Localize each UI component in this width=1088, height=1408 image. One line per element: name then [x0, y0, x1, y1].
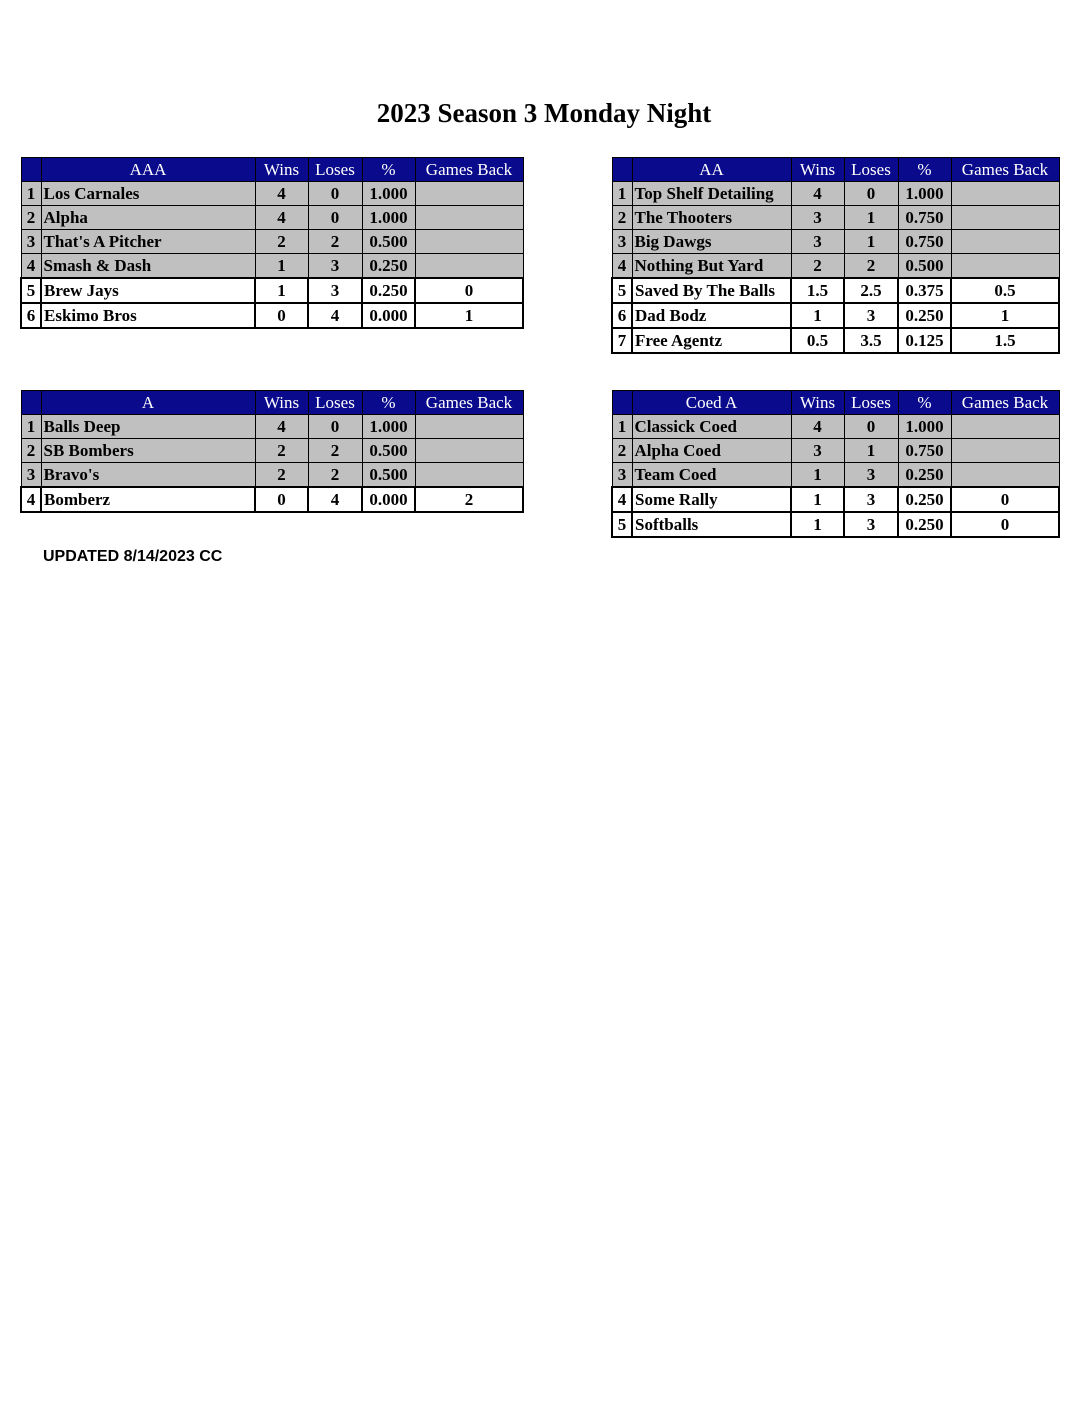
loses-cell: 3	[844, 512, 898, 537]
rank-cell: 2	[612, 439, 632, 463]
team-cell: Alpha	[41, 206, 255, 230]
table-row	[21, 487, 523, 512]
loses-cell: 3	[308, 278, 362, 303]
wins-header: Wins	[255, 391, 308, 415]
rank-cell: 5	[21, 278, 41, 303]
wins-header: Wins	[791, 158, 844, 182]
games-back-cell: 1	[415, 303, 523, 328]
wins-cell: 4	[791, 415, 844, 439]
table-row	[612, 303, 1059, 328]
loses-cell: 4	[308, 303, 362, 328]
pct-cell: 0.250	[898, 303, 951, 328]
table-row	[21, 254, 523, 279]
table-row	[612, 415, 1059, 439]
rank-cell: 3	[21, 230, 41, 254]
team-cell: Eskimo Bros	[41, 303, 255, 328]
games-back-cell	[415, 182, 523, 206]
header-row	[612, 158, 1059, 182]
loses-cell: 3	[308, 254, 362, 279]
header-row	[21, 391, 523, 415]
games-back-header: Games Back	[415, 391, 523, 415]
games-back-cell: 0.5	[951, 278, 1059, 303]
wins-cell: 0	[255, 487, 308, 512]
rank-cell: 7	[612, 328, 632, 353]
loses-cell: 0	[844, 415, 898, 439]
pct-cell: 1.000	[362, 182, 415, 206]
pct-cell: 0.750	[898, 206, 951, 230]
loses-cell: 3	[844, 487, 898, 512]
games-back-cell	[951, 463, 1059, 488]
loses-cell: 1	[844, 206, 898, 230]
loses-header: Loses	[844, 391, 898, 415]
table-row	[21, 463, 523, 488]
loses-cell: 2.5	[844, 278, 898, 303]
rank-cell: 6	[21, 303, 41, 328]
wins-header: Wins	[255, 158, 308, 182]
team-cell: Nothing But Yard	[632, 254, 791, 279]
games-back-cell: 1.5	[951, 328, 1059, 353]
games-back-cell	[951, 206, 1059, 230]
rank-cell: 5	[612, 512, 632, 537]
loses-cell: 0	[308, 415, 362, 439]
games-back-cell	[951, 254, 1059, 279]
loses-cell: 0	[308, 182, 362, 206]
loses-cell: 0	[308, 206, 362, 230]
wins-cell: 4	[791, 182, 844, 206]
rank-cell: 3	[21, 463, 41, 488]
rank-cell: 1	[612, 415, 632, 439]
wins-cell: 1	[791, 463, 844, 488]
loses-cell: 3	[844, 303, 898, 328]
table-row	[612, 230, 1059, 254]
pct-cell: 0.000	[362, 487, 415, 512]
rank-cell: 3	[612, 463, 632, 488]
pct-cell: 0.250	[898, 463, 951, 488]
rank-cell: 4	[21, 487, 41, 512]
wins-cell: 1	[791, 303, 844, 328]
wins-cell: 0	[255, 303, 308, 328]
games-back-cell	[951, 415, 1059, 439]
team-cell: The Thooters	[632, 206, 791, 230]
table-row	[21, 182, 523, 206]
division-name: A	[41, 391, 255, 415]
pct-cell: 0.500	[362, 439, 415, 463]
games-back-cell	[415, 230, 523, 254]
rank-cell: 2	[21, 206, 41, 230]
table-row	[21, 439, 523, 463]
pct-cell: 0.750	[898, 230, 951, 254]
games-back-cell	[951, 182, 1059, 206]
table-row	[21, 206, 523, 230]
loses-header: Loses	[308, 391, 362, 415]
loses-cell: 0	[844, 182, 898, 206]
wins-cell: 4	[255, 182, 308, 206]
games-back-cell	[415, 415, 523, 439]
pct-header: %	[362, 158, 415, 182]
loses-cell: 4	[308, 487, 362, 512]
division-name: AA	[632, 158, 791, 182]
wins-cell: 1	[791, 512, 844, 537]
wins-cell: 1	[255, 254, 308, 279]
team-cell: Classick Coed	[632, 415, 791, 439]
games-back-cell	[415, 206, 523, 230]
team-cell: SB Bombers	[41, 439, 255, 463]
pct-header: %	[362, 391, 415, 415]
updated-note: UPDATED 8/14/2023 CC	[43, 548, 223, 565]
games-back-header: Games Back	[951, 391, 1059, 415]
team-cell: Alpha Coed	[632, 439, 791, 463]
pct-cell: 0.250	[898, 487, 951, 512]
games-back-header: Games Back	[951, 158, 1059, 182]
table-row	[612, 182, 1059, 206]
rank-cell: 4	[612, 487, 632, 512]
rank-cell: 4	[612, 254, 632, 279]
team-cell: Balls Deep	[41, 415, 255, 439]
wins-cell: 4	[255, 206, 308, 230]
team-cell: Smash & Dash	[41, 254, 255, 279]
loses-cell: 1	[844, 439, 898, 463]
rank-header	[21, 391, 41, 415]
rank-cell: 1	[21, 415, 41, 439]
table-row	[21, 303, 523, 328]
standings-table-coed-a	[611, 390, 1060, 538]
loses-cell: 3.5	[844, 328, 898, 353]
games-back-cell	[415, 463, 523, 488]
pct-cell: 0.000	[362, 303, 415, 328]
pct-cell: 1.000	[898, 182, 951, 206]
rank-cell: 5	[612, 278, 632, 303]
standings-table-a	[20, 390, 524, 513]
loses-header: Loses	[844, 158, 898, 182]
games-back-cell	[951, 439, 1059, 463]
pct-cell: 0.375	[898, 278, 951, 303]
team-cell: Free Agentz	[632, 328, 791, 353]
games-back-cell: 0	[415, 278, 523, 303]
games-back-cell: 2	[415, 487, 523, 512]
pct-cell: 0.250	[898, 512, 951, 537]
team-cell: Brew Jays	[41, 278, 255, 303]
wins-header: Wins	[791, 391, 844, 415]
wins-cell: 4	[255, 415, 308, 439]
pct-cell: 0.500	[898, 254, 951, 279]
team-cell: Bomberz	[41, 487, 255, 512]
pct-cell: 1.000	[898, 415, 951, 439]
games-back-cell: 0	[951, 487, 1059, 512]
pct-cell: 1.000	[362, 415, 415, 439]
wins-cell: 3	[791, 439, 844, 463]
table-row	[612, 487, 1059, 512]
pct-header: %	[898, 391, 951, 415]
wins-cell: 1.5	[791, 278, 844, 303]
rank-cell: 4	[21, 254, 41, 279]
header-row	[612, 391, 1059, 415]
rank-cell: 6	[612, 303, 632, 328]
pct-cell: 0.125	[898, 328, 951, 353]
pct-cell: 1.000	[362, 206, 415, 230]
loses-cell: 2	[308, 439, 362, 463]
pct-cell: 0.250	[362, 254, 415, 279]
page-title: 2023 Season 3 Monday Night	[376, 98, 712, 128]
team-cell: Team Coed	[632, 463, 791, 488]
team-cell: Los Carnales	[41, 182, 255, 206]
standings-table-aa	[611, 157, 1060, 354]
pct-header: %	[898, 158, 951, 182]
wins-cell: 2	[255, 230, 308, 254]
loses-cell: 2	[308, 230, 362, 254]
division-name: Coed A	[632, 391, 791, 415]
table-row	[612, 278, 1059, 303]
team-cell: Some Rally	[632, 487, 791, 512]
rank-cell: 2	[612, 206, 632, 230]
loses-header: Loses	[308, 158, 362, 182]
rank-cell: 3	[612, 230, 632, 254]
pct-cell: 0.500	[362, 463, 415, 488]
rank-header	[612, 391, 632, 415]
team-cell: Saved By The Balls	[632, 278, 791, 303]
wins-cell: 0.5	[791, 328, 844, 353]
wins-cell: 2	[791, 254, 844, 279]
loses-cell: 3	[844, 463, 898, 488]
team-cell: Softballs	[632, 512, 791, 537]
wins-cell: 1	[255, 278, 308, 303]
games-back-cell	[415, 254, 523, 279]
wins-cell: 2	[255, 439, 308, 463]
games-back-cell: 0	[951, 512, 1059, 537]
loses-cell: 2	[844, 254, 898, 279]
wins-cell: 1	[791, 487, 844, 512]
table-row	[21, 278, 523, 303]
team-cell: Dad Bodz	[632, 303, 791, 328]
rank-header	[21, 158, 41, 182]
wins-cell: 2	[255, 463, 308, 488]
games-back-cell	[951, 230, 1059, 254]
rank-header	[612, 158, 632, 182]
table-row	[612, 463, 1059, 488]
loses-cell: 1	[844, 230, 898, 254]
table-row	[612, 439, 1059, 463]
standings-table-aaa	[20, 157, 524, 329]
table-row	[612, 512, 1059, 537]
team-cell: Top Shelf Detailing	[632, 182, 791, 206]
rank-cell: 1	[612, 182, 632, 206]
rank-cell: 2	[21, 439, 41, 463]
team-cell: Bravo's	[41, 463, 255, 488]
games-back-header: Games Back	[415, 158, 523, 182]
table-row	[21, 230, 523, 254]
header-row	[21, 158, 523, 182]
pct-cell: 0.500	[362, 230, 415, 254]
table-row	[21, 415, 523, 439]
games-back-cell: 1	[951, 303, 1059, 328]
team-cell: That's A Pitcher	[41, 230, 255, 254]
wins-cell: 3	[791, 206, 844, 230]
division-name: AAA	[41, 158, 255, 182]
rank-cell: 1	[21, 182, 41, 206]
loses-cell: 2	[308, 463, 362, 488]
team-cell: Big Dawgs	[632, 230, 791, 254]
table-row	[612, 254, 1059, 279]
pct-cell: 0.750	[898, 439, 951, 463]
games-back-cell	[415, 439, 523, 463]
table-row	[612, 328, 1059, 353]
table-row	[612, 206, 1059, 230]
wins-cell: 3	[791, 230, 844, 254]
pct-cell: 0.250	[362, 278, 415, 303]
